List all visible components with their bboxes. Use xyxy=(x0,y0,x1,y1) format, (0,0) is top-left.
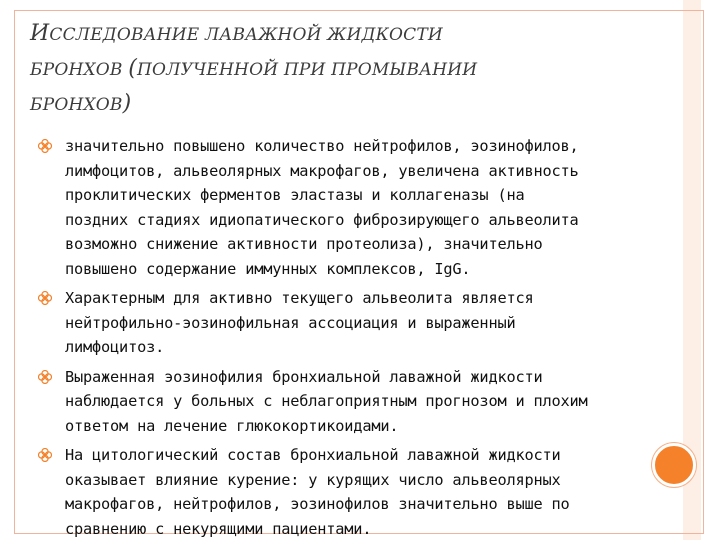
title-paren-open: ( xyxy=(128,56,137,81)
bullet-line: повышено содержание иммунных комплексов, IgG. xyxy=(65,257,690,282)
flower-bullet-icon xyxy=(38,370,52,384)
flower-bullet-icon xyxy=(38,291,52,305)
bullet-text xyxy=(65,134,690,281)
bullet-line: лимфоцитов, альвеолярных макрофагов, увеличена активность xyxy=(65,159,690,184)
bullet-item xyxy=(30,286,690,360)
title-first-letter: И xyxy=(30,21,49,46)
title-line-2 xyxy=(30,52,670,87)
title-line-1 xyxy=(30,17,670,52)
bullet-line: возможно снижение активности протеолиза), значительно xyxy=(65,232,690,257)
bullet-item xyxy=(30,134,690,281)
title-paren-close: ) xyxy=(123,91,132,116)
bullet-line: макрофагов, нейтрофилов, эозинофилов значительно выше по xyxy=(65,492,690,517)
bullet-line: оказывает влияние курение: у курящих число альвеолярных xyxy=(65,468,690,493)
bullet-line: нейтрофильно-эозинофильная ассоциация и выраженный xyxy=(65,311,690,336)
bullet-list xyxy=(30,134,690,541)
bullet-item xyxy=(30,365,690,439)
bullet-line: наблюдается у больных с неблагоприятным прогнозом и плохим xyxy=(65,389,690,414)
bullet-line: поздних стадиях идиопатического фиброзирующего альвеолита xyxy=(65,208,690,233)
flower-bullet-icon xyxy=(38,448,52,462)
title-line-2b: ПОЛУЧЕННОЙ ПРИ ПРОМЫВАНИИ xyxy=(137,60,477,80)
bullet-line: лимфоцитоз. xyxy=(65,335,690,360)
bullet-line: ответом на лечение глюкокортикоидами. xyxy=(65,414,690,439)
bullet-line: сравнению с некурящими пациентами. xyxy=(65,517,690,541)
bullet-line: значительно повышено количество нейтрофилов, эозинофилов, xyxy=(65,134,690,159)
slide-title xyxy=(30,17,670,122)
title-line-3 xyxy=(30,87,670,122)
bullet-text xyxy=(65,286,690,360)
title-line-2a: БРОНХОВ xyxy=(30,60,128,80)
title-line-3-text: БРОНХОВ xyxy=(30,95,123,115)
flower-bullet-icon xyxy=(38,139,52,153)
bullet-line: На цитологический состав бронхиальной лаважной жидкости xyxy=(65,443,690,468)
bullet-line: проклитических ферментов эластазы и коллагеназы (на xyxy=(65,183,690,208)
bullet-line: Выраженная эозинофилия бронхиальной лаважной жидкости xyxy=(65,365,690,390)
bullet-text xyxy=(65,365,690,439)
title-line-1-rest: ССЛЕДОВАНИЕ ЛАВАЖНОЙ ЖИДКОСТИ xyxy=(49,25,443,45)
bullet-item xyxy=(30,443,690,541)
bullet-line: Характерным для активно текущего альвеолита является xyxy=(65,286,690,311)
bullet-text xyxy=(65,443,690,541)
